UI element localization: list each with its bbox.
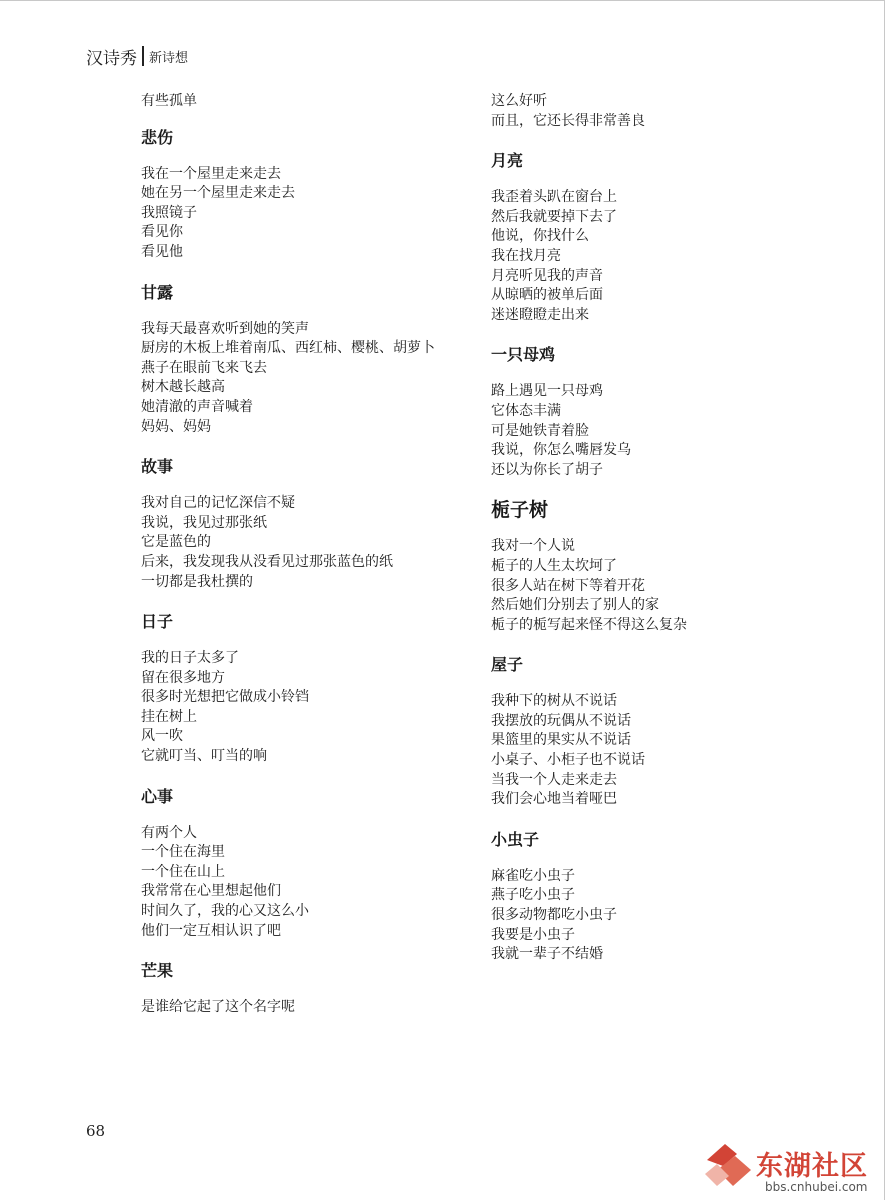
section-title: 新诗想 (149, 50, 189, 66)
poem-line: 一个住在海里 (141, 844, 225, 861)
poem-line: 而且，它还长得非常善良 (491, 112, 645, 129)
poem-line: 它是蓝色的 (141, 534, 211, 551)
watermark-logo-icon (703, 1140, 755, 1190)
poem-line: 我的日子太多了 (141, 650, 239, 667)
poem-line: 看见他 (141, 243, 183, 260)
poem-continued (141, 92, 481, 112)
poem-line: 燕子在眼前飞来飞去 (141, 359, 267, 376)
poem-line: 栀子的栀写起来怪不得这么复杂 (491, 616, 687, 633)
poem-line: 很多时光想把它做成小铃铛 (141, 689, 309, 706)
poem (141, 455, 481, 592)
poem-line: 我说，你怎么嘴唇发乌 (491, 442, 631, 459)
poem-line: 它体态丰满 (491, 402, 561, 419)
running-header (86, 44, 188, 68)
book-title: 汉诗秀 (86, 48, 137, 69)
poem-title: 小虫子 (491, 829, 540, 849)
poem-line: 我摆放的玩偶从不说话 (491, 712, 631, 729)
poem-line: 她清澈的声音喊着 (141, 398, 253, 415)
right-column (491, 90, 831, 965)
poem-line: 栀子的人生太坎坷了 (491, 557, 617, 574)
poem-line: 当我一个人走来走去 (491, 771, 617, 788)
poem-line: 我要是小虫子 (491, 926, 575, 943)
poem-line: 后来，我发现我从没看见过那张蓝色的纸 (141, 553, 393, 570)
poem (491, 828, 831, 965)
poem-title: 心事 (141, 786, 174, 806)
poem-line: 一个住在山上 (141, 863, 225, 880)
poem-line: 他们一定互相认识了吧 (141, 922, 281, 939)
poem-line: 还以为你长了胡子 (491, 461, 603, 478)
poem-line: 然后她们分别去了别人的家 (491, 597, 659, 614)
poem-line: 我种下的树从不说话 (491, 693, 617, 710)
poem-line: 我常常在心里想起他们 (141, 883, 281, 900)
poem-line: 月亮听见我的声音 (491, 267, 603, 284)
page-number: 68 (86, 1122, 106, 1140)
poem (491, 653, 831, 810)
poem-title: 日子 (141, 612, 174, 632)
poem-line: 从晾晒的被单后面 (491, 287, 603, 304)
poem-line: 它就叮当、叮当的响 (141, 748, 267, 765)
poem-title: 故事 (141, 457, 174, 477)
header-divider (142, 46, 144, 66)
poem-line: 我们会心地当着哑巴 (491, 791, 617, 808)
poem-line: 我照镜子 (141, 204, 197, 221)
poem-title: 屋子 (491, 655, 524, 675)
poem-line: 有些孤单 (141, 93, 197, 109)
left-column (141, 90, 481, 1018)
poem (141, 610, 481, 767)
poem (491, 498, 831, 635)
poem-title: 芒果 (141, 961, 174, 981)
poem-line: 麻雀吃小虫子 (491, 867, 575, 884)
poem (141, 281, 481, 438)
poem-line: 他说，你找什么 (491, 228, 589, 245)
poem-line: 我在找月亮 (491, 247, 561, 264)
poem-line: 挂在树上 (141, 708, 197, 725)
frame-top-line (0, 0, 885, 1)
poem-line: 这么好听 (491, 93, 547, 109)
poem-line: 我说，我见过那张纸 (141, 514, 267, 531)
poem (141, 959, 481, 1018)
poem-line: 我对自己的记忆深信不疑 (141, 495, 295, 512)
poem-line: 很多人站在树下等着开花 (491, 577, 645, 594)
watermark (703, 1140, 885, 1200)
poem-line: 路上遇见一只母鸡 (491, 383, 603, 400)
poem-line: 留在很多地方 (141, 669, 225, 686)
poem-line: 果篮里的果实从不说话 (491, 732, 631, 749)
poem-title: 甘露 (141, 282, 174, 302)
poem-line: 厨房的木板上堆着南瓜、西红柿、樱桃、胡萝卜 (141, 340, 435, 357)
poem-title: 月亮 (491, 151, 524, 171)
poem-line: 她在另一个屋里走来走去 (141, 185, 295, 202)
poem (491, 343, 831, 480)
poem-line: 燕子吃小虫子 (491, 887, 575, 904)
poem-line: 有两个人 (141, 824, 197, 841)
poem-line: 妈妈、妈妈 (141, 418, 211, 435)
poem-line: 看见你 (141, 224, 183, 241)
poem-line: 小桌子、小柜子也不说话 (491, 752, 645, 769)
poem-line: 树木越长越高 (141, 379, 225, 396)
poem-line: 我每天最喜欢听到她的笑声 (141, 320, 309, 337)
poem-line: 是谁给它起了这个名字呢 (141, 999, 295, 1016)
poem-line: 一切都是我杜撰的 (141, 573, 253, 590)
poem-title: 栀子树 (491, 499, 549, 522)
poem-line: 迷迷瞪瞪走出来 (491, 306, 589, 323)
poem-line: 然后我就要掉下去了 (491, 208, 617, 225)
poem (141, 785, 481, 942)
poem (141, 126, 481, 263)
poem-continued (491, 92, 831, 131)
watermark-url: bbs.cnhubei.com (765, 1180, 868, 1194)
poem-line: 我就一辈子不结婚 (491, 946, 603, 963)
poem-line: 我在一个屋里走来走去 (141, 165, 281, 182)
watermark-name: 东湖社区 (756, 1151, 868, 1182)
poem-line: 风一吹 (141, 728, 183, 745)
poem (491, 149, 831, 325)
poem-line: 时间久了，我的心又这么小 (141, 903, 309, 920)
poem-title: 悲伤 (141, 127, 174, 147)
poem-line: 我对一个人说 (491, 538, 575, 555)
poem-title: 一只母鸡 (491, 345, 556, 365)
poem-line: 很多动物都吃小虫子 (491, 907, 617, 924)
poem-line: 我歪着头趴在窗台上 (491, 189, 617, 206)
poem-line: 可是她铁青着脸 (491, 422, 589, 439)
